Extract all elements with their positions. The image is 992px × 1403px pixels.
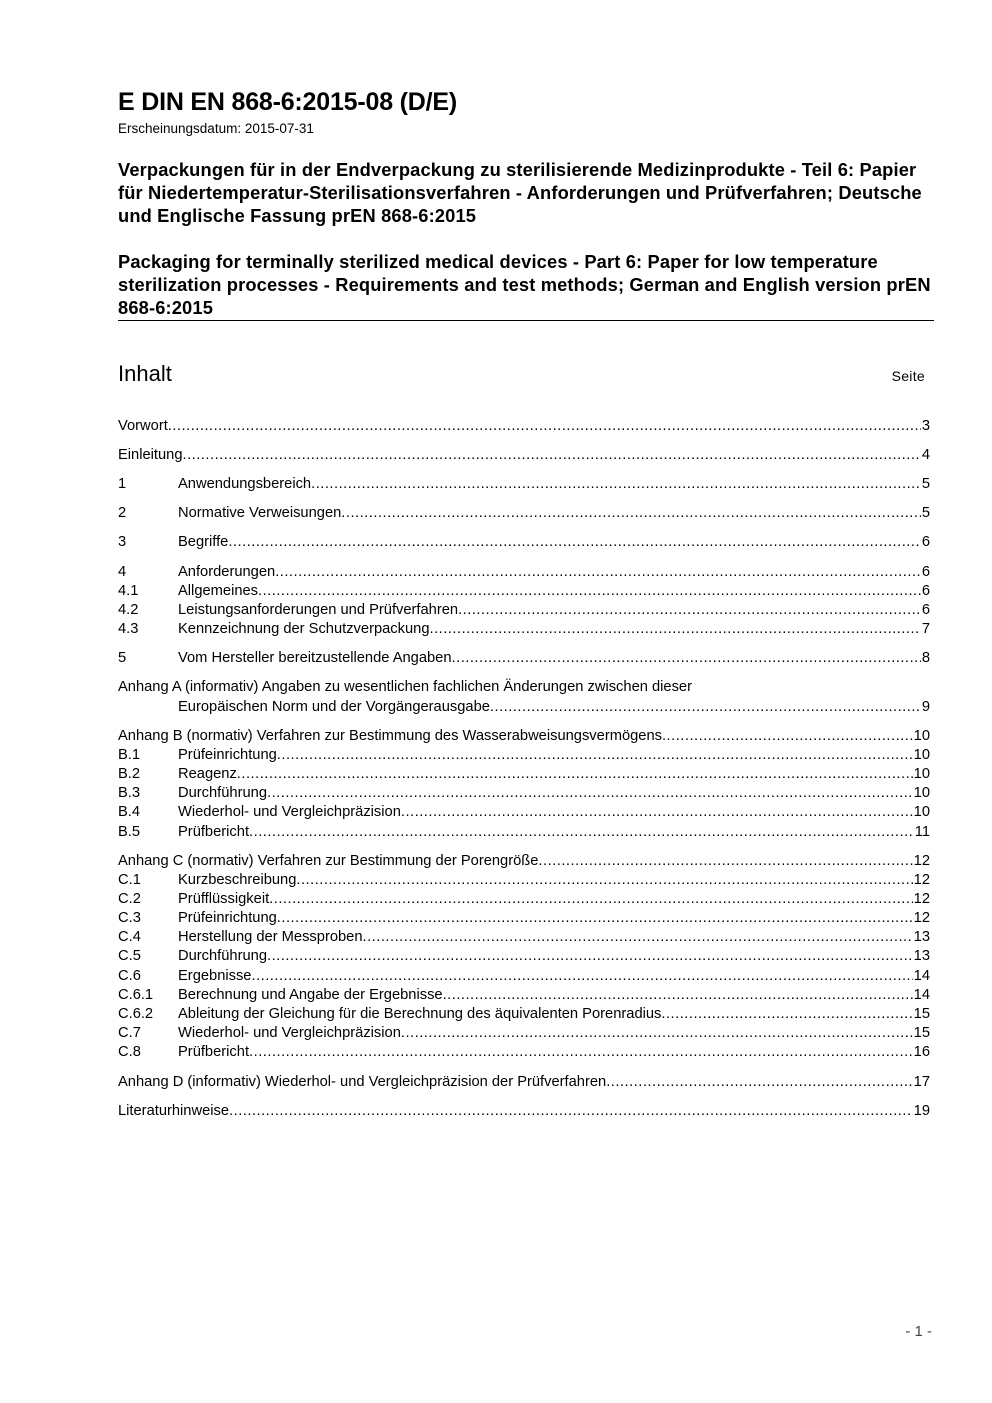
toc-entry[interactable] (118, 726, 930, 746)
toc-entry[interactable] (118, 532, 930, 552)
toc-entry-text: Ergebnisse (178, 968, 252, 984)
toc-entry[interactable] (118, 985, 930, 1005)
toc-entry[interactable] (118, 1101, 930, 1121)
toc-entry-text: Durchführung (178, 785, 267, 801)
toc-entry-annex-a-line1[interactable] (118, 677, 930, 697)
toc-entry-text: Durchführung (178, 948, 267, 964)
toc-entry-text: Anhang A (informativ) Angaben zu wesentlichen fachlichen Änderungen zwischen dieser (118, 679, 692, 695)
toc-leader-dots (237, 764, 913, 784)
toc-entry-number: C.6.1 (118, 987, 154, 1003)
toc-entry[interactable] (118, 802, 930, 822)
toc-leader-dots (452, 648, 921, 668)
toc-entry[interactable] (118, 1004, 930, 1024)
toc-leader-dots (267, 946, 913, 966)
toc-entry-number: 1 (118, 476, 127, 492)
toc-entry-page: 15 (913, 1006, 930, 1022)
toc-entry-number: C.2 (118, 891, 141, 907)
toc-entry[interactable] (118, 503, 930, 523)
toc-entry-text: Anwendungsbereich (178, 476, 312, 492)
toc-entry-text: Wiederhol- und Vergleichpräzision (178, 804, 401, 820)
toc-entry[interactable] (118, 908, 930, 928)
toc-entry-page: 9 (921, 699, 930, 715)
toc-leader-dots (662, 726, 913, 746)
toc-entry[interactable] (118, 1072, 930, 1092)
toc-entry-number: C.3 (118, 910, 141, 926)
toc-entry-page: 14 (913, 968, 930, 984)
toc-entry-page: 19 (913, 1103, 930, 1119)
toc-entry-page: 4 (921, 447, 930, 463)
toc-entry-page: 6 (921, 583, 930, 599)
toc-entry[interactable] (118, 600, 930, 620)
toc-entry[interactable] (118, 619, 930, 639)
toc-entry-number: C.8 (118, 1044, 141, 1060)
toc-entry-text: Berechnung und Angabe der Ergebnisse (178, 987, 443, 1003)
toc-entry-page: 10 (913, 804, 930, 820)
toc-entry-text: Prüfeinrichtung (178, 910, 277, 926)
toc-entry-text: Anforderungen (178, 564, 276, 580)
toc-entry[interactable] (118, 445, 930, 465)
toc-entry-text: Anhang C (normativ) Verfahren zur Bestimmung der Porengröße (118, 853, 539, 869)
toc-entry-annex-a-line2[interactable] (118, 697, 930, 717)
page-number: - 1 - (905, 1323, 932, 1340)
toc-entry-page: 5 (921, 476, 930, 492)
toc-leader-dots (267, 783, 913, 803)
toc-leader-dots (269, 889, 912, 909)
toc-entry-page: 12 (913, 910, 930, 926)
toc-entry-text: Literaturhinweise (118, 1103, 230, 1119)
toc-entry-page: 13 (913, 948, 930, 964)
toc-entry-number: 4 (118, 564, 127, 580)
toc-entry[interactable] (118, 745, 930, 765)
toc-entry-page: 12 (913, 891, 930, 907)
toc-entry[interactable] (118, 870, 930, 890)
toc-entry-page: 6 (921, 602, 930, 618)
toc-leader-dots (228, 532, 920, 552)
toc-entry-text: Prüfflüssigkeit (178, 891, 270, 907)
publication-date: Erscheinungsdatum: 2015-07-31 (118, 121, 314, 136)
toc-entry-number: C.4 (118, 929, 141, 945)
toc-entry-number: 4.3 (118, 621, 139, 637)
toc-entry-text: Allgemeines (178, 583, 259, 599)
toc-entry[interactable] (118, 851, 930, 871)
toc-entry-text: Leistungsanforderungen und Prüfverfahren (178, 602, 459, 618)
toc-leader-dots (606, 1072, 912, 1092)
toc-entry-text: Wiederhol- und Vergleichpräzision (178, 1025, 401, 1041)
toc-leader-dots (168, 416, 921, 436)
toc-leader-dots (490, 697, 921, 717)
toc-entry[interactable] (118, 1042, 930, 1062)
toc-leader-dots (538, 851, 912, 871)
toc-entry[interactable] (118, 562, 930, 582)
toc-entry-page: 8 (921, 650, 930, 666)
toc-leader-dots (458, 600, 921, 620)
toc-leader-dots (258, 581, 921, 601)
toc-entry-number: 2 (118, 505, 127, 521)
toc-entry-text: Kennzeichnung der Schutzverpackung (178, 621, 430, 637)
toc-leader-dots (275, 562, 921, 582)
toc-leader-dots (296, 870, 912, 890)
toc-leader-dots (277, 745, 913, 765)
toc-entry-text: Prüfbericht (178, 824, 250, 840)
toc-leader-dots (430, 619, 921, 639)
toc-leader-dots (661, 1004, 912, 1024)
toc-entry-number: 3 (118, 534, 127, 550)
toc-leader-dots (311, 474, 921, 494)
toc-entry[interactable] (118, 416, 930, 436)
toc-entry-page: 6 (921, 564, 930, 580)
toc-entry-number: C.1 (118, 872, 141, 888)
toc-leader-dots (341, 503, 921, 523)
toc-entry-page: 11 (914, 824, 930, 840)
document-page (118, 0, 932, 1403)
toc-leader-dots (401, 802, 913, 822)
toc-leader-dots (251, 966, 912, 986)
toc-entry-page: 3 (921, 418, 930, 434)
toc-page-label: Seite (891, 368, 925, 384)
toc-leader-dots (249, 1042, 913, 1062)
toc-entry-text: Vom Hersteller bereitzustellende Angaben (178, 650, 452, 666)
toc-entry-page: 10 (913, 785, 930, 801)
toc-entry-text: Anhang D (informativ) Wiederhol- und Vergleichpräzision der Prüfverfahren (118, 1074, 607, 1090)
toc-entry-text: Ableitung der Gleichung für die Berechnung des äquivalenten Porenradius (178, 1006, 662, 1022)
toc-entry-page: 6 (921, 534, 930, 550)
toc-entry[interactable] (118, 764, 930, 784)
toc-entry-page: 10 (913, 747, 930, 763)
toc-entry-number: B.1 (118, 747, 141, 763)
toc-entry[interactable] (118, 927, 930, 947)
title-english: Packaging for terminally sterilized medical devices - Part 6: Paper for low temperature sterilization processes - Requirements and test methods; German and English version prEN 868-6:2015 (118, 251, 931, 318)
toc-leader-dots (401, 1023, 913, 1043)
toc-entry[interactable] (118, 966, 930, 986)
toc-entry[interactable] (118, 648, 930, 668)
toc-entry-number: 4.1 (118, 583, 139, 599)
toc-entry-text: Kurzbeschreibung (178, 872, 297, 888)
toc-entry-page: 17 (913, 1074, 930, 1090)
toc-entry-text: Vorwort (118, 418, 168, 434)
toc-entry-text: Anhang B (normativ) Verfahren zur Bestimmung des Wasserabweisungsvermögens (118, 728, 662, 744)
toc-entry-page: 12 (913, 853, 930, 869)
toc-entry[interactable] (118, 889, 930, 909)
toc-leader-dots (229, 1101, 913, 1121)
toc-entry-page: 10 (913, 766, 930, 782)
toc-entry-page: 7 (921, 621, 930, 637)
toc-leader-dots (363, 927, 913, 947)
toc-entry-text: Begriffe (178, 534, 229, 550)
title-divider (118, 320, 934, 321)
toc-entry-page: 14 (913, 987, 930, 1003)
toc-entry-page: 15 (913, 1025, 930, 1041)
toc-entry[interactable] (118, 946, 930, 966)
toc-entry-page: 5 (921, 505, 930, 521)
toc-entry-text: Prüfeinrichtung (178, 747, 277, 763)
toc-entry[interactable] (118, 783, 930, 803)
toc-entry-number: B.5 (118, 824, 141, 840)
toc-entry-number: 4.2 (118, 602, 139, 618)
toc-entry-number: C.6 (118, 968, 141, 984)
toc-entry-number: B.4 (118, 804, 141, 820)
toc-entry-page: 12 (913, 872, 930, 888)
toc-entry-number: B.3 (118, 785, 141, 801)
toc-entry-text: Prüfbericht (178, 1044, 250, 1060)
toc-entry[interactable] (118, 581, 930, 601)
toc-entry-text: Reagenz (178, 766, 237, 782)
document-id: E DIN EN 868-6:2015-08 (D/E) (118, 88, 457, 116)
toc-entry-text: Einleitung (118, 447, 183, 463)
toc-entry-text: Normative Verweisungen (178, 505, 342, 521)
title-german: Verpackungen für in der Endverpackung zu sterilisierende Medizinprodukte - Teil 6: Papier für Niedertemperatur-Sterilisationsverfahren - Anforderungen und Prüfverfahren; Deutsche und Englische Fassung prEN 868-6:2015 (118, 159, 922, 226)
toc-leader-dots (443, 985, 913, 1005)
toc-entry-number: B.2 (118, 766, 141, 782)
toc-entry-page: 13 (913, 929, 930, 945)
toc-entry[interactable] (118, 474, 930, 494)
toc-entry-number: C.6.2 (118, 1006, 154, 1022)
toc-entry[interactable] (118, 1023, 930, 1043)
toc-leader-dots (249, 822, 914, 842)
toc-entry-page: 10 (913, 728, 930, 744)
toc-entry-text: Herstellung der Messproben (178, 929, 363, 945)
toc-entry-number: C.7 (118, 1025, 141, 1041)
toc-leader-dots (277, 908, 913, 928)
toc-heading: Inhalt (118, 361, 172, 386)
toc-entry-number: C.5 (118, 948, 141, 964)
toc-entry-page: 16 (913, 1044, 930, 1060)
toc-entry[interactable] (118, 822, 930, 842)
toc-leader-dots (183, 445, 921, 465)
toc-entry-text: Europäischen Norm und der Vorgängerausgabe (178, 699, 490, 715)
toc-entry-number: 5 (118, 650, 127, 666)
